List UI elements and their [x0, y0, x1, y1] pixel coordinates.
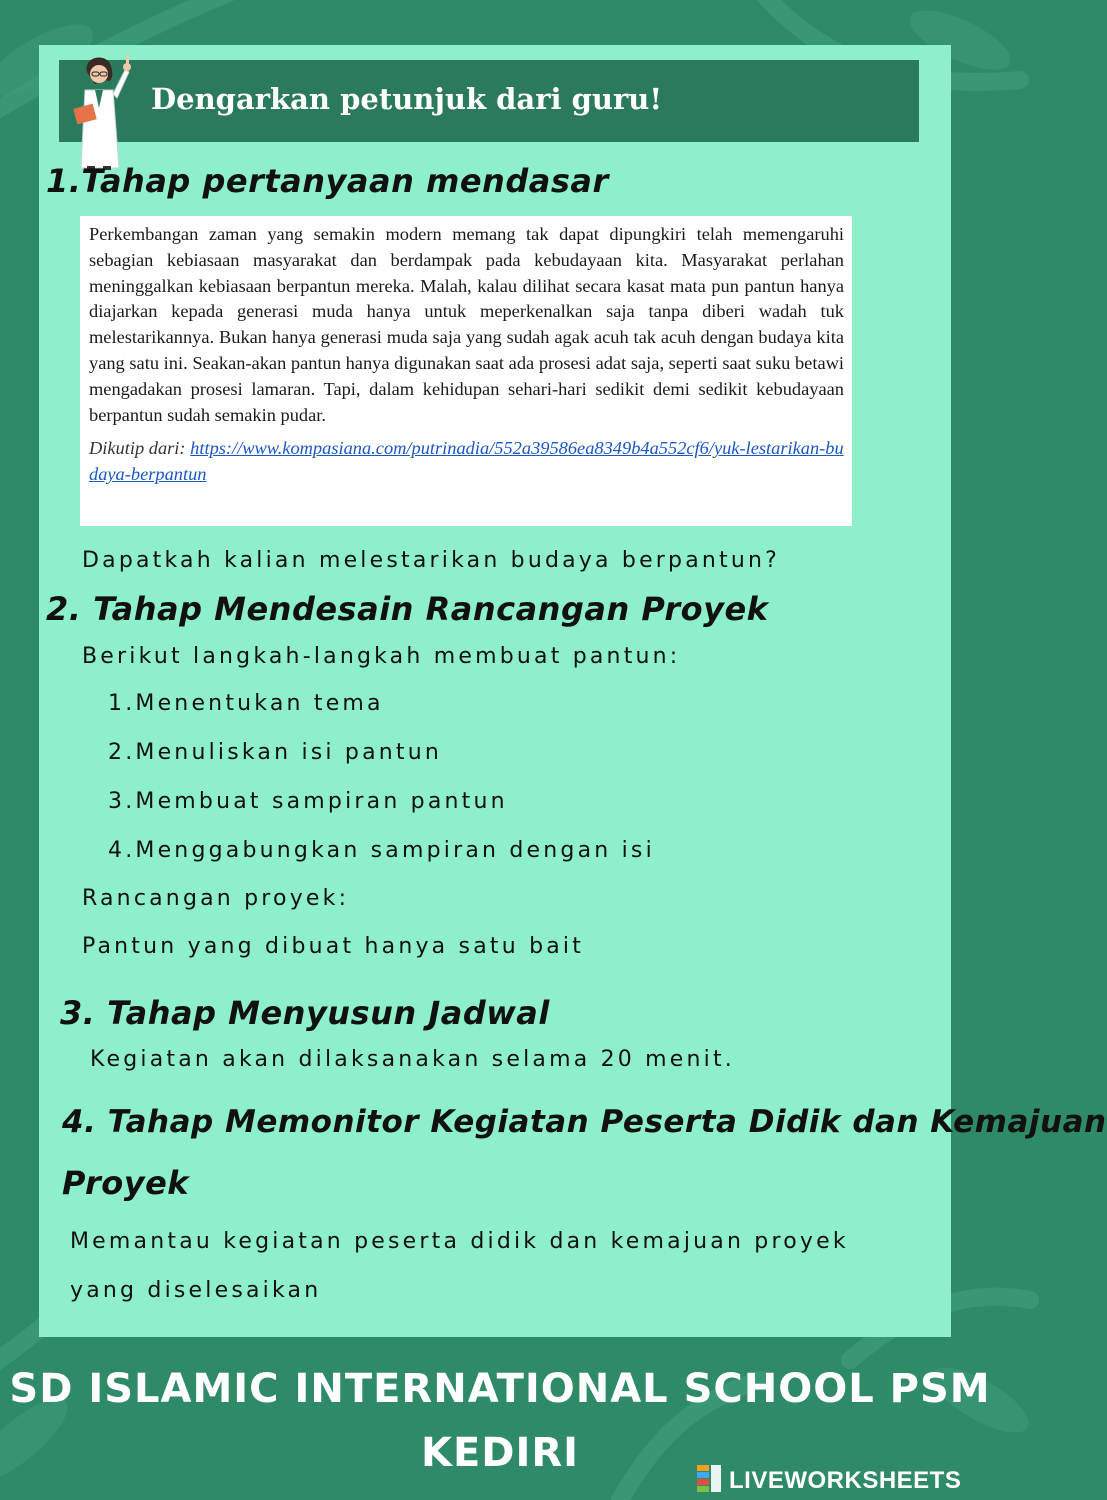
- section1-question: Dapatkah kalian melestarikan budaya berpantun?: [82, 548, 781, 573]
- step-item: 1.Menentukan tema: [108, 691, 384, 716]
- step-item: 4.Menggabungkan sampiran dengan isi: [108, 838, 655, 863]
- liveworksheets-logo-icon: [697, 1465, 723, 1493]
- section4-text: Memantau kegiatan peserta didik dan kemajuan proyek: [70, 1229, 849, 1254]
- design-value: Pantun yang dibuat hanya satu bait: [82, 934, 585, 959]
- section3-heading: 3. Tahap Menyusun Jadwal: [60, 994, 550, 1032]
- teacher-illustration: [65, 50, 145, 172]
- design-label: Rancangan proyek:: [82, 886, 350, 911]
- school-city: KEDIRI: [420, 1430, 580, 1476]
- section2-intro: Berikut langkah-langkah membuat pantun:: [82, 644, 681, 669]
- school-name: SD ISLAMIC INTERNATIONAL SCHOOL PSM: [9, 1366, 991, 1412]
- quote-box: [80, 216, 852, 526]
- quote-text: Perkembangan zaman yang semakin modern memang tak dapat dipungkiri telah memengaruhi sebagian kebiasaan masyarakat dan berdampak pada kebudayaan kita. Masyarakat perlahan meninggalkan kebiasaan berpantun mereka. Malah, kalau dilihat secara kasat mata pun pantun hanya diajarkan kepada generasi muda hanya untuk meperkenalkan saja tanpa diberi wadah tuk melestarikannya. Bukan hanya generasi muda saja yang sudah agak acuh tak acuh dengan budaya kita yang satu ini. Seakan-akan pantun hanya digunakan saat ada prosesi adat saja, seperti saat suku betawi mengadakan prosesi lamaran. Tapi, dalam kehidupan sehari-hari sedikit demi sedikit kebudayaan berpantun sudah semakin pudar.: [89, 224, 844, 425]
- quote-source: [89, 436, 844, 488]
- watermark-text: LIVEWORKSHEETS: [729, 1467, 962, 1494]
- step-item: 2.Menuliskan isi pantun: [108, 740, 443, 765]
- section3-text: Kegiatan akan dilaksanakan selama 20 menit.: [90, 1047, 735, 1072]
- section4-heading: 4. Tahap Memonitor Kegiatan Peserta Didik dan Kemajuan: [62, 1104, 1107, 1140]
- source-link[interactable]: https://www.kompasiana.com/putrinadia/552a39586ea8349b4a552cf6/yuk-lestarikan-budaya-berpantun: [89, 438, 844, 485]
- section1-heading: 1.Tahap pertanyaan mendasar: [46, 162, 609, 200]
- section4-heading-cont: Proyek: [62, 1164, 190, 1202]
- banner-title: Dengarkan petunjuk dari guru!: [151, 82, 663, 116]
- step-item: 3.Membuat sampiran pantun: [108, 789, 508, 814]
- liveworksheets-watermark: [697, 1465, 962, 1495]
- section2-heading: 2. Tahap Mendesain Rancangan Proyek: [46, 590, 769, 628]
- instruction-banner: [59, 60, 919, 142]
- section4-text-cont: yang diselesaikan: [70, 1278, 322, 1303]
- source-prefix: Dikutip dari:: [89, 438, 186, 459]
